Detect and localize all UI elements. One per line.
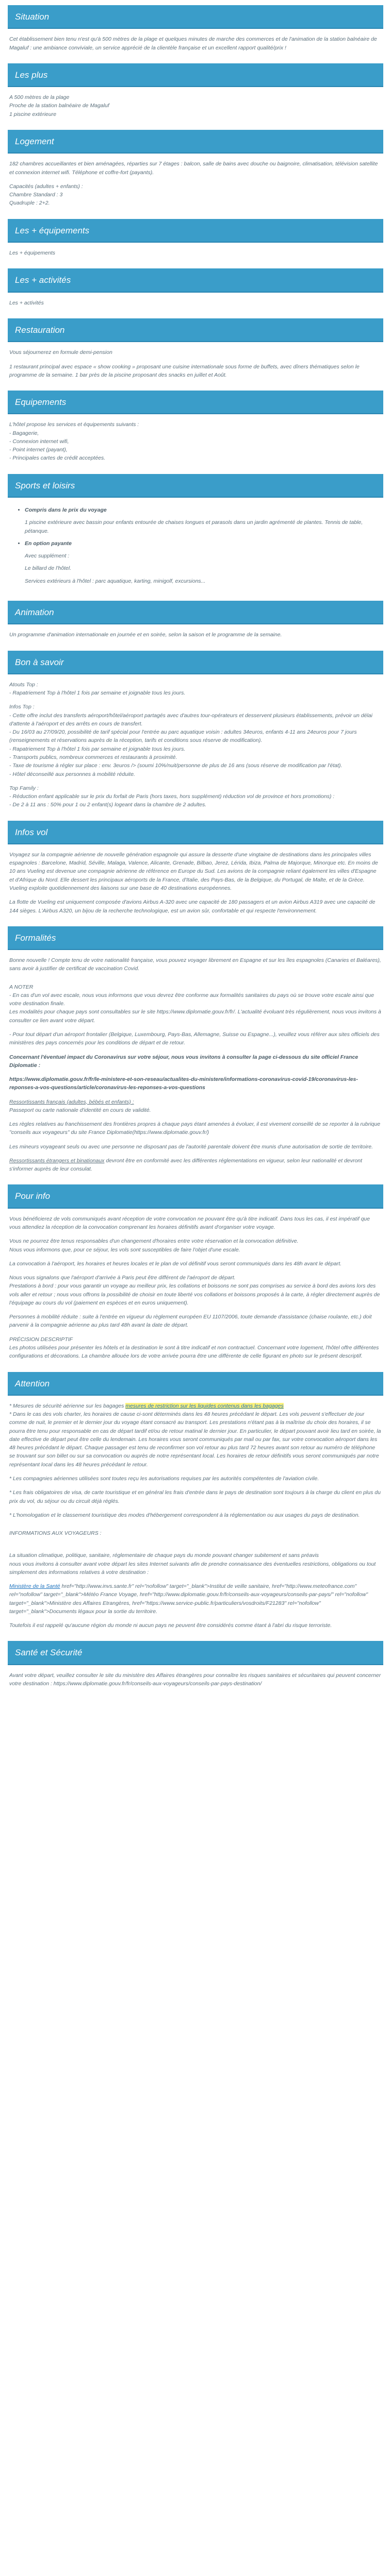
pour-info-text: Nous vous signalons que l'aéroport d'arrivée à Paris peut être différent de l'aéroport de départ. (9, 1275, 236, 1281)
atouts-line: - Rapatriement Top à l'hôtel 1 fois par semaine et joignable tous les jours. (9, 690, 186, 697)
top-family-line: - Réduction enfant applicable sur le prix du forfait de Paris (hors taxes, hors supplément) réduction vol de province et hors promotions) : (9, 793, 335, 800)
section-body-equipements-plus (0, 243, 391, 268)
logement-text: 182 chambres accueillantes et bien aménagées, réparties sur 7 étages : balcon, salle de bains avec douche ou baignoire, climatisation, télévision satellite et connexion internet wifi. Téléphone et coffre-fort (payants). (9, 161, 378, 176)
sports-option-billiard: Le billard de l'hôtel. (25, 565, 72, 572)
section-body-securite (0, 1665, 391, 1700)
formalites-french-text: Passeport ou carte nationale d'identité en cours de validité. (9, 1107, 151, 1113)
section-body-logement (0, 154, 391, 218)
pour-info-precision-title: PRÉCISION DESCRIPTIF (9, 1336, 73, 1343)
pour-info-text: Vous ne pourrez être tenus responsables d'un changement d'horaires entre votre réservation et la convocation définitive. (9, 1238, 299, 1245)
pour-info-text: Les photos utilisées pour présenter les hôtels et la destination le sont à titre indicatif et non contractuel. Concernant votre logement, l'hôtel offre différentes configurations et décorations. La chambre allouée lors de votre arrivée pourra être une différente de celle figurant en photo sur le présent descriptif. (9, 1344, 379, 1360)
section-title-plus: Les plus (8, 63, 383, 87)
section-title-situation: Situation (8, 5, 383, 29)
section-body-situation (0, 29, 391, 63)
sports-included-item (25, 506, 382, 535)
formalites-note: - En cas d'un vol avec escale, nous vous informons que vous devrez être conforme aux formalités sanitaires du pays où se trouve votre escale ainsi que votre destination finale. (9, 992, 374, 1007)
attention-travelers-line: La situation climatique, politique, sanitaire, réglementaire de chaque pays du monde pouvant changer subitement et sans préavis (9, 1552, 319, 1559)
formalites-note: Les modalités pour chaque pays sont consultables sur le site https://www.diplomatie.gouv.fr/fr/. L'actualité évoluant très régulièrement, nous vous invitons à consulter ce lien avant votre départ. (9, 1009, 381, 1024)
attention-luggage (9, 1402, 382, 1410)
section-body-equipements (0, 414, 391, 473)
securite-text: Avant votre départ, veuillez consulter le site du ministère des Affaires étrangères pour connaître les risques sanitaires et sécuritaires qui peuvent concerner votre destination : https://www.diplomatie.gouv.fr/fr/conseils-aux-voyageurs/conseils-par-pays-destination/ (9, 1672, 381, 1687)
section-title-logement: Logement (8, 130, 383, 154)
section-body-plus (0, 87, 391, 130)
infos-vol-fleet: La flotte de Vueling est uniquement composée d'avions Airbus A-320 avec une capacité de 180 passagers et un avion Airbus A319 avec une capacité de 144 sièges. L'Airbus A320, un bijou de la recherche technologique, est un avion sûr, confortable et qui respecte l'environnement. (9, 899, 376, 914)
liquids-restriction-link[interactable]: mesures de restriction sur les liquides contenus dans les bagages (125, 1402, 284, 1409)
formalites-foreigners (9, 1157, 382, 1174)
capacity-title: Capacités (adultes + enfants) : (9, 183, 83, 190)
section-title-equipements-plus: Les + équipements (8, 219, 383, 243)
equipement-line: - Principales cartes de crédit acceptées. (9, 455, 106, 462)
sports-list (9, 506, 382, 585)
attention-travelers-title: INFORMATIONS AUX VOYAGEURS : (9, 1530, 102, 1537)
formalites-note: - Pour tout départ d'un aéroport frontalier (Belgique, Luxembourg, Pays-Bas, Allemagne, Suisse ou Espagne...), veuillez vous référer aux sites officiels des ministères des pays concernés pour les conditions de départ et de retour. (9, 1031, 380, 1046)
section-title-equipements: Equipements (8, 391, 383, 414)
pour-info-text: La convocation à l'aéroport, les horaires et heures locales et le plan de vol définitif vous seront communiqués dans les 48h avant le départ. (9, 1260, 342, 1267)
attention-links-text: href="http://www.invs.sante.fr" rel="nofollow" target="_blank">Institut de veille sanitaire, href="http://www.meteofrance.com" rel="nofollow" target="_blank">Météo France Voyage, href="http://www.diplomatie.gouv.fr/fr/conseils-aux-voyageurs/conseils-par-pays/" rel="nofollow" target="_blank">Ministère des Affaires Etrangères, href="https://www.service-public.fr/particuliers/vosdroits/F21283" rel="nofollow" target="_blank">Documents légaux pour la sortie du territoire. (9, 1583, 368, 1615)
section-title-animation: Animation (8, 601, 383, 624)
attention-text: * L'homologation et le classement touristique des modes d'hébergement correspondent à la réglementation ou aux usages du pays de destination. (9, 1512, 360, 1518)
restauration-formula: Vous séjournerez en formule demi-pension (9, 349, 112, 356)
ministere-sante-link[interactable]: Ministère de la Santé (9, 1583, 60, 1590)
animation-text: Un programme d'animation internationale en journée et en soirée, selon la saison et le programme de la semaine. (9, 632, 282, 638)
equipement-line: - Bagagerie, (9, 430, 39, 436)
section-title-infos-vol: Infos vol (8, 821, 383, 844)
top-family-line: - De 2 à 11 ans : 50% pour 1 ou 2 enfant(s) logeant dans la chambre de 2 adultes. (9, 802, 207, 808)
formalites-foreigners-text: devront être en conformité avec les différentes réglementations en vigueur, selon leur nationalité et devront s'informer auprès de leur consulat. (9, 1157, 363, 1173)
section-title-formalites: Formalités (8, 926, 383, 950)
section-body-formalites (0, 950, 391, 1184)
section-body-animation (0, 624, 391, 650)
infos-top-line: - Transports publics, nombreux commerces et restaurants à proximité. (9, 754, 177, 760)
formalites-minors: Les mineurs voyageant seuls ou avec une personne ne disposant pas de l'autorité parentale doivent être munis d'une autorisation de sortie de territoire. (9, 1143, 373, 1150)
infos-top-line: - Cette offre inclut des transferts aéroport/hôtel/aéroport partagés avec d'autres tour-opérateurs et desservent plusieurs établissements, prévoir un délai d'attente à l'aéroport et des arrêts en cours de transfert. (9, 712, 372, 727)
equipement-line: - Point internet (payant), (9, 447, 68, 453)
sports-option-item (25, 539, 382, 585)
infos-top-line: - Taxe de tourisme à régler sur place : env. 3euros /> (soumi 10%/nuit/personne de plus de 16 ans (sous réserve de modification par l'état). (9, 762, 343, 769)
infos-top-line: - Rapatriement Top à l'hôtel 1 fois par semaine et joignable tous les jours. (9, 745, 186, 752)
attention-travelers-text (9, 1551, 382, 1577)
formalites-rules: Les règles relatives au franchissement des frontières propres à chaque pays étant amenées à évoluer, il est vivement conseillé de se reporter à la rubrique "conseils aux voyageurs" du site France Diplomatie(https://www.diplomatie.gouv.fr/) (9, 1121, 381, 1136)
sports-option-supplement: Avec supplément : (25, 553, 70, 560)
situation-text: Cet établissement bien tenu n'est qu'à 500 mètres de la plage et quelques minutes de marche des commerces et de l'animation de la station balnéaire de Magaluf : une ambiance conviviale, un service apprécié de la clientèle française et un excellent rapport qualité/prix ! (9, 36, 377, 51)
infos-top-line: Infos Top : (9, 704, 35, 710)
formalites-french-title: Ressortissants français (adultes, bébés et enfants) : (9, 1098, 134, 1105)
section-title-restauration: Restauration (8, 318, 383, 342)
section-body-activites-plus (0, 293, 391, 318)
section-title-activites-plus: Les + activités (8, 268, 383, 292)
sports-included-details (25, 518, 382, 535)
section-title-securite: Santé et Sécurité (8, 1641, 383, 1665)
section-title-sports: Sports et loisirs (8, 474, 383, 498)
capacity-line: Quadruple : 2+2. (9, 200, 50, 207)
pour-info-text: Vous bénéficierez de vols communiqués avant réception de votre convocation ne pouvant être qu'à titre indicatif. Dans tous les cas, il est impératif que vous attendiez la réception de la convocation comprenant les horaires définitifs avant d'organiser votre voyage. (9, 1215, 370, 1231)
top-family (9, 784, 382, 809)
equipement-line: - Connexion internet wifi, (9, 438, 69, 445)
sports-option-external: Services extérieurs à l'hôtel : parc aquatique, karting, minigolf, excursions... (25, 578, 206, 584)
infos-vol-text: Voyagez sur la compagnie aérienne de nouvelle génération espagnole qui assure la desserte d'une vingtaine de destinations dans les principales villes espagnoles : Barcelone, Madrid, Séville, Malaga, Valence, Alicante, Grenade, Bilbao, Jerez, Lérida, Ibiza, Palma de Majorque, Minorque etc. En moins de 10 ans Vueling est devenue une compagnie aérienne de référence en Europe du Sud. Les avions de la compagnie reliant également les villes d'Espagne et d'Afrique du Nord. Elle dessert les principaux aéroports de la France, d'Italie, des Pays-Bas, de la Belgique, du Portugal, de Malte, et de la Grèce. Vueling exploite quotidiennement des liaisons sur une base de 40 destinations européennes. (9, 851, 378, 891)
section-body-infos-vol (0, 844, 391, 926)
top-family-line: Top Family : (9, 785, 39, 791)
equipements-plus-text: Les + équipements (9, 250, 56, 257)
formalites-foreigners-title: Ressortissants étrangers et binationaux (9, 1157, 105, 1164)
attention-terrorism: Toutefois il est rappelé qu'aucune région du monde ni aucun pays ne peuvent être considérés comme étant à l'abri du risque terroriste. (9, 1622, 332, 1629)
section-body-attention (0, 1396, 391, 1641)
section-title-pour-info: Pour info (8, 1184, 383, 1208)
formalites-covid-link[interactable]: https://www.diplomatie.gouv.fr/fr/le-ministere-et-son-reseau/actualites-du-ministere/informations-coronavirus-covid-19/coronavirus-les-reponses-a-vos-questions/article/coronavirus-les-reponses-a-vos-questions (9, 1076, 358, 1091)
attention-links (9, 1582, 382, 1616)
infos-top (9, 703, 382, 778)
capacity-line: Chambre Standard : 3 (9, 192, 63, 198)
infos-top-line: - Hôtel déconseillé aux personnes à mobilité réduite. (9, 771, 135, 777)
infos-top-line: - Du 16/03 au 27/09/20, possibilité de tarif spécial pour l'entrée au parc aquatique voisin : adultes 34euros, enfants 4-11 ans 24euros pour 7 jours (renseignements et réservations auprès de la réception, tarifs et conditions sous réserve de modification). (9, 729, 357, 744)
equipements-intro: L'hôtel propose les services et équipements suivants : (9, 421, 139, 428)
plus-line: 1 piscine extérieure (9, 111, 57, 117)
sports-included-label: Compris dans le prix du voyage (25, 507, 107, 514)
section-body-restauration (0, 342, 391, 391)
sports-option-details (25, 552, 382, 585)
activites-plus-text: Les + activités (9, 299, 44, 306)
attention-travelers-line: nous vous invitons à consulter avant votre départ les sites Internet suivants afin de prendre connaissance des éventuelles restrictions, obligations ou tout simplement des informations relatives à votre destination : (9, 1561, 376, 1575)
attention-text: * Dans le cas des vols charter, les horaires de cause ci-sont déterminés dans les 48 heures précédant le départ. Les vols peuvent s'effectuer de jour comme de nuit, le premier et le dernier jour du voyage étant consacré au transport. Les prestations n'étant pas à la maîtrise du choix des horaires, il se pourra être tenu pour responsable en cas de départ tardif et/ou de retour matinal le dernier jour. En particulier, le départ pouvant avoir lieu tard en soirée, la date effective de départ peut être celle du lendemain. Les horaires vous seront communiqués par mail ou par fax, sur votre convocation aéroport dans les 48 heures précédant le départ. Chaque passager est tenu de reconfirmer son vol retour au plus tard 72 heures avant son retour au numéro de téléphone se trouvant sur son billet ou sur sa convocation ou auprès de notre représentant local. Les horaires de retour définitifs vous seront communiqués par notre représentant local dans les 48 heures précédant le retour. (9, 1411, 381, 1468)
attention-luggage-text: * Mesures de sécurité aérienne sur les bagages (9, 1402, 126, 1409)
attention-text: * Les compagnies aériennes utilisées sont toutes reçu les autorisations requises par les autorités compétentes de l'aviation civile. (9, 1475, 319, 1482)
restauration-text: 1 restaurant principal avec espace « show cooking » proposant une cuisine internationale sous forme de buffets, avec dîners thématiques selon le programme de la semaine. 1 bar près de la piscine proposant des snacks en juillet et Août. (9, 363, 360, 378)
pour-info-text: Prestations à bord : pour vous garantir un voyage au meilleur prix, les collations et boissons ne sont pas comprises au service à bord des avions lors des vols aller et retour ; nous vous offrons la possibilité de choisir en toute liberté vos collations et boissons proposés à la carte, à régler directement auprès de l'équipage au cours du vol (paiement en espèces et en euros uniquement). (9, 1283, 380, 1306)
atouts-line: Atouts Top : (9, 681, 38, 688)
pour-info-text: Nous vous informons que, pour ce séjour, les vols sont susceptibles de faire l'objet d'une escale. (9, 1246, 240, 1253)
formalites-covid-title: Concernant l'éventuel impact du Coronavirus sur votre séjour, nous vous invitons à consulter la page ci-dessous du site officiel France Diplomatie : (9, 1054, 359, 1069)
atouts-top (9, 681, 382, 698)
plus-line: Proche de la station balnéaire de Magaluf (9, 103, 109, 109)
section-body-sports (0, 498, 391, 601)
section-title-attention: Attention (8, 1372, 383, 1396)
section-body-pour-info (0, 1209, 391, 1372)
sports-option-label: En option payante (25, 540, 72, 547)
plus-line: A 500 mètres de la plage (9, 94, 70, 101)
formalites-text: Bonne nouvelle ! Compte tenu de votre nationalité française, vous pouvez voyager librement en Espagne et sur les îles espagnoles (Canaries et Baléares), sans avoir à justifier de certificat de vaccination Covid. (9, 957, 381, 972)
section-body-bon-savoir (0, 674, 391, 821)
sports-included-text: 1 piscine extérieure avec bassin pour enfants entourée de chaises longues et parasols dans un jardin agrémenté de plantes. Tennis de table, pétanque. (25, 519, 363, 534)
formalites-note-title: A NOTER (9, 984, 34, 990)
pour-info-text: Personnes à mobilité réduite : suite à l'entrée en vigueur du règlement européen EU 1107/2006, toute demande d'assistance (chaise roulante, etc.) doit parvenir à la compagnie aérienne au plus tard 48h avant la date de départ. (9, 1314, 372, 1329)
attention-text: * Les frais obligatoires de visa, de carte touristique et en général les frais d'entrée dans le pays de destination sont toujours à la charge du client en plus du prix du vol, du séjour ou du circuit déjà réglés. (9, 1489, 381, 1504)
section-title-bon-savoir: Bon à savoir (8, 651, 383, 674)
